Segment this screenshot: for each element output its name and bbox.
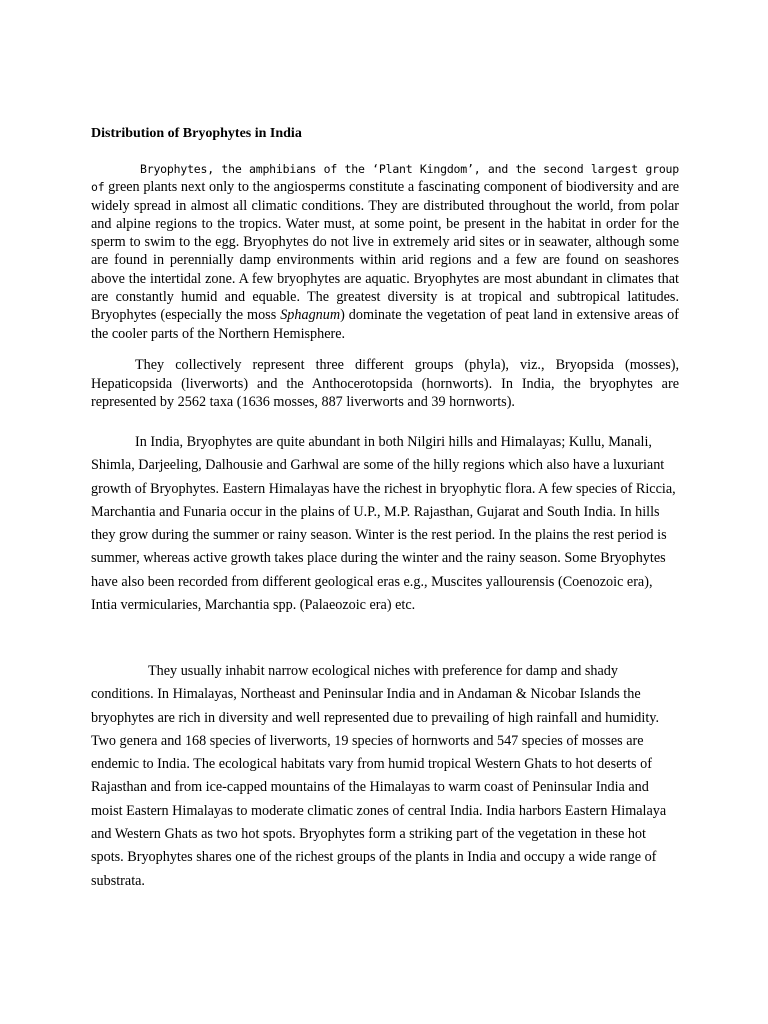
paragraph-1-italic: Sphagnum <box>280 307 341 324</box>
paragraph-1-lead: Bryophytes, the amphibians of the ‘Plant Kingdom’, and the second largest group of <box>91 162 679 195</box>
paragraph-1-body: green plants next only to the angiosperms constitute a fascinating component of biodiversity and are widely spread in almost all climatic conditions. They are distributed throughout the world, from polar and alpine regions to the tropics. Water must, at some point, be present in the habitat in order for the sperm to swim to the egg. Bryophytes do not live in extremely arid sites or in seawater, although some are found in perennially damp environments within arid regions and a few are found on seashores above the intertidal zone. A few bryophytes are aquatic. Bryophytes are most abundant in climates that are constantly humid and equable. The greatest diversity is at tropical and subtropical latitudes. Bryophytes (especially the moss <box>91 179 679 324</box>
paragraph-4: They usually inhabit narrow ecological niches with preference for damp and shady conditions. In Himalayas, Northeast and Peninsular India and in Andaman & Nicobar Islands the bryophytes are rich in diversity and well represented due to prevailing of high rainfall and humidity. Two genera and 168 species of liverworts, 19 species of hornworts and 547 species of mosses are endemic to India. The ecological habitats vary from humid tropical Western Ghats to hot deserts of Rajasthan and from ice-capped mountains of the Himalayas to warm coast of Peninsular India and moist Eastern Himalayas to moderate climatic zones of central India. India harbors Eastern Himalaya and Western Ghats as two hot spots. Bryophytes form a striking part of the vegetation in these hot spots. Bryophytes shares one of the richest groups of the plants in India and occupy a wide range of substrata. <box>91 663 667 889</box>
paragraph-1-tail: ) dominate the vegetation of peat land in extensive areas of the cooler parts of the Northern Hemisphere. <box>91 307 679 342</box>
paragraph-2: They collectively represent three different groups (phyla), viz., Bryopsida (mosses), Hepaticopsida (liverworts) and the Anthocerotopsida (hornworts). In India, the bryophytes are represented by 2562 taxa (1636 mosses, 887 liverworts and 39 hornworts). <box>91 357 679 411</box>
paragraph-3: In India, Bryophytes are quite abundant in both Nilgiri hills and Himalayas; Kullu, Manali, Shimla, Darjeeling, Dalhousie and Garhwal are some of the hilly regions which also have a luxuriant growth of Bryophytes. Eastern Himalayas have the richest in bryophytic flora. A few species of Riccia, Marchantia and Funaria occur in the plains of U.P., M.P. Rajasthan, Gujarat and South India. In hills they grow during the summer or rainy season. Winter is the rest period. In the plains the rest period is summer, whereas active growth takes place during the winter and the rainy season. Some Bryophytes have also been recorded from different geological eras e.g., Muscites yallourensis (Coenozoic era), Intia vermicularies, Marchantia spp. (Palaeozoic era) etc. <box>91 434 676 614</box>
document-title: Distribution of Bryophytes in India <box>91 126 302 141</box>
paragraph-1 <box>91 160 679 343</box>
